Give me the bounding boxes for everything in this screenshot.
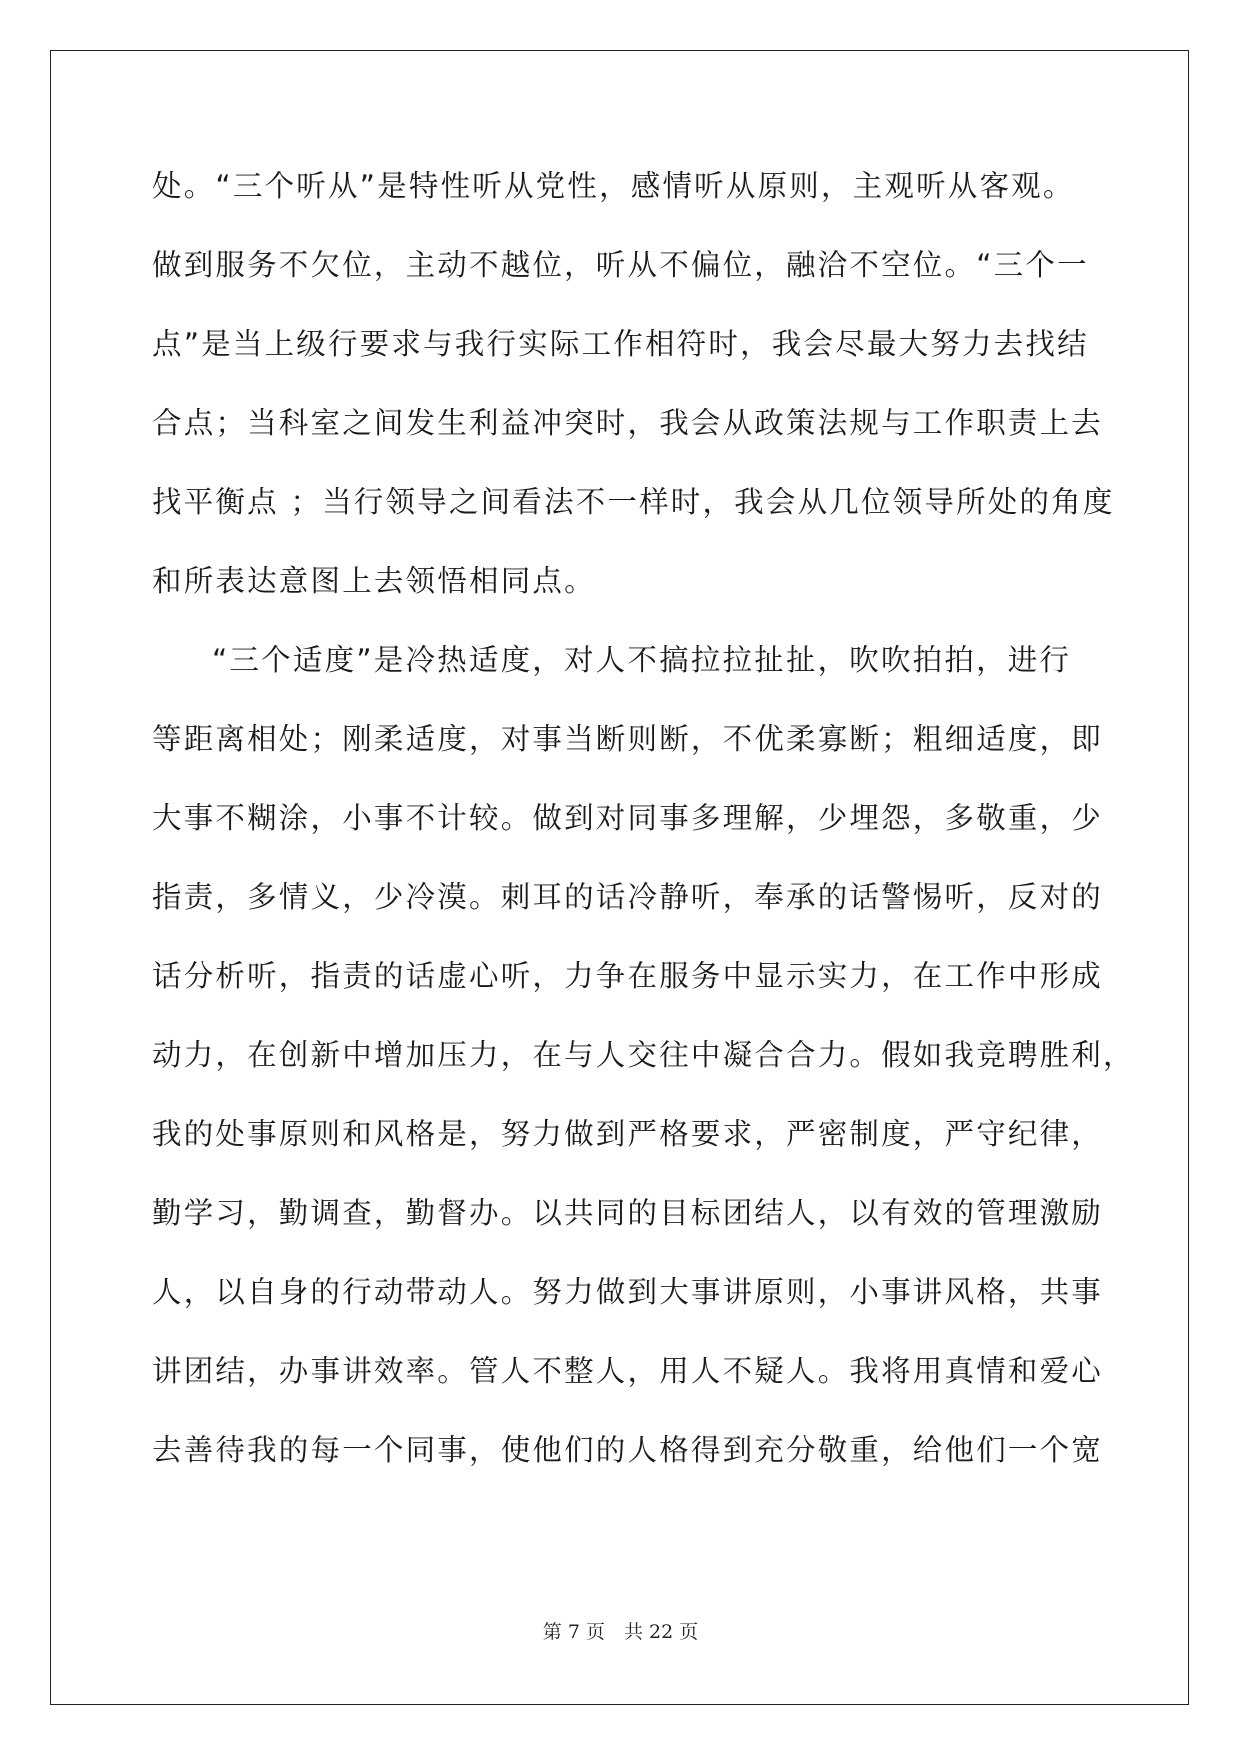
text-line: 指责，多情义，少冷漠。刺耳的话冷静听，奉承的话警惕听，反对的 xyxy=(152,880,1104,914)
text-line: 等距离相处；刚柔适度，对事当断则断，不优柔寡断；粗细适度，即 xyxy=(152,722,1104,756)
text-line: 和所表达意图上去领悟相同点。 xyxy=(152,564,596,598)
paragraph-first-line: “三个适度”是冷热适度，对人不搞拉拉扯扯，吹吹拍拍，进行 xyxy=(212,643,1072,677)
text-line: 找平衡点 ；当行领导之间看法不一样时，我会从几位领导所处的角度 xyxy=(152,485,1115,519)
text-line: 人，以自身的行动带动人。努力做到大事讲原则，小事讲风格，共事 xyxy=(152,1275,1104,1309)
text-line: 勤学习，勤调查，勤督办。以共同的目标团结人，以有效的管理激励 xyxy=(152,1196,1104,1230)
text-line: 我的处事原则和风格是，努力做到严格要求，严密制度，严守纪律， xyxy=(152,1117,1104,1151)
text-line: 大事不糊涂，小事不计较。做到对同事多理解，少埋怨，多敬重，少 xyxy=(152,801,1104,835)
text-line: 处。“三个听从”是特性听从党性，感情听从原则，主观听从客观。 xyxy=(152,169,1075,203)
text-line: 点”是当上级行要求与我行实际工作相符时，我会尽最大努力去找结 xyxy=(152,327,1089,361)
text-line: 合点；当科室之间发生利益冲突时，我会从政策法规与工作职责上去 xyxy=(152,406,1104,440)
text-line: 动力，在创新中增加压力，在与人交往中凝合合力。假如我竞聘胜利， xyxy=(152,1038,1135,1072)
text-line: 去善待我的每一个同事，使他们的人格得到充分敬重，给他们一个宽 xyxy=(152,1433,1104,1467)
body-text xyxy=(152,158,1135,1501)
text-line: 做到服务不欠位，主动不越位，听从不偏位，融洽不空位。“三个一 xyxy=(152,248,1089,282)
text-line: 话分析听，指责的话虚心听，力争在服务中显示实力，在工作中形成 xyxy=(152,959,1104,993)
text-line: 讲团结，办事讲效率。管人不整人，用人不疑人。我将用真情和爱心 xyxy=(152,1354,1104,1388)
page-number: 第 7 页 共 22 页 xyxy=(542,1621,699,1643)
